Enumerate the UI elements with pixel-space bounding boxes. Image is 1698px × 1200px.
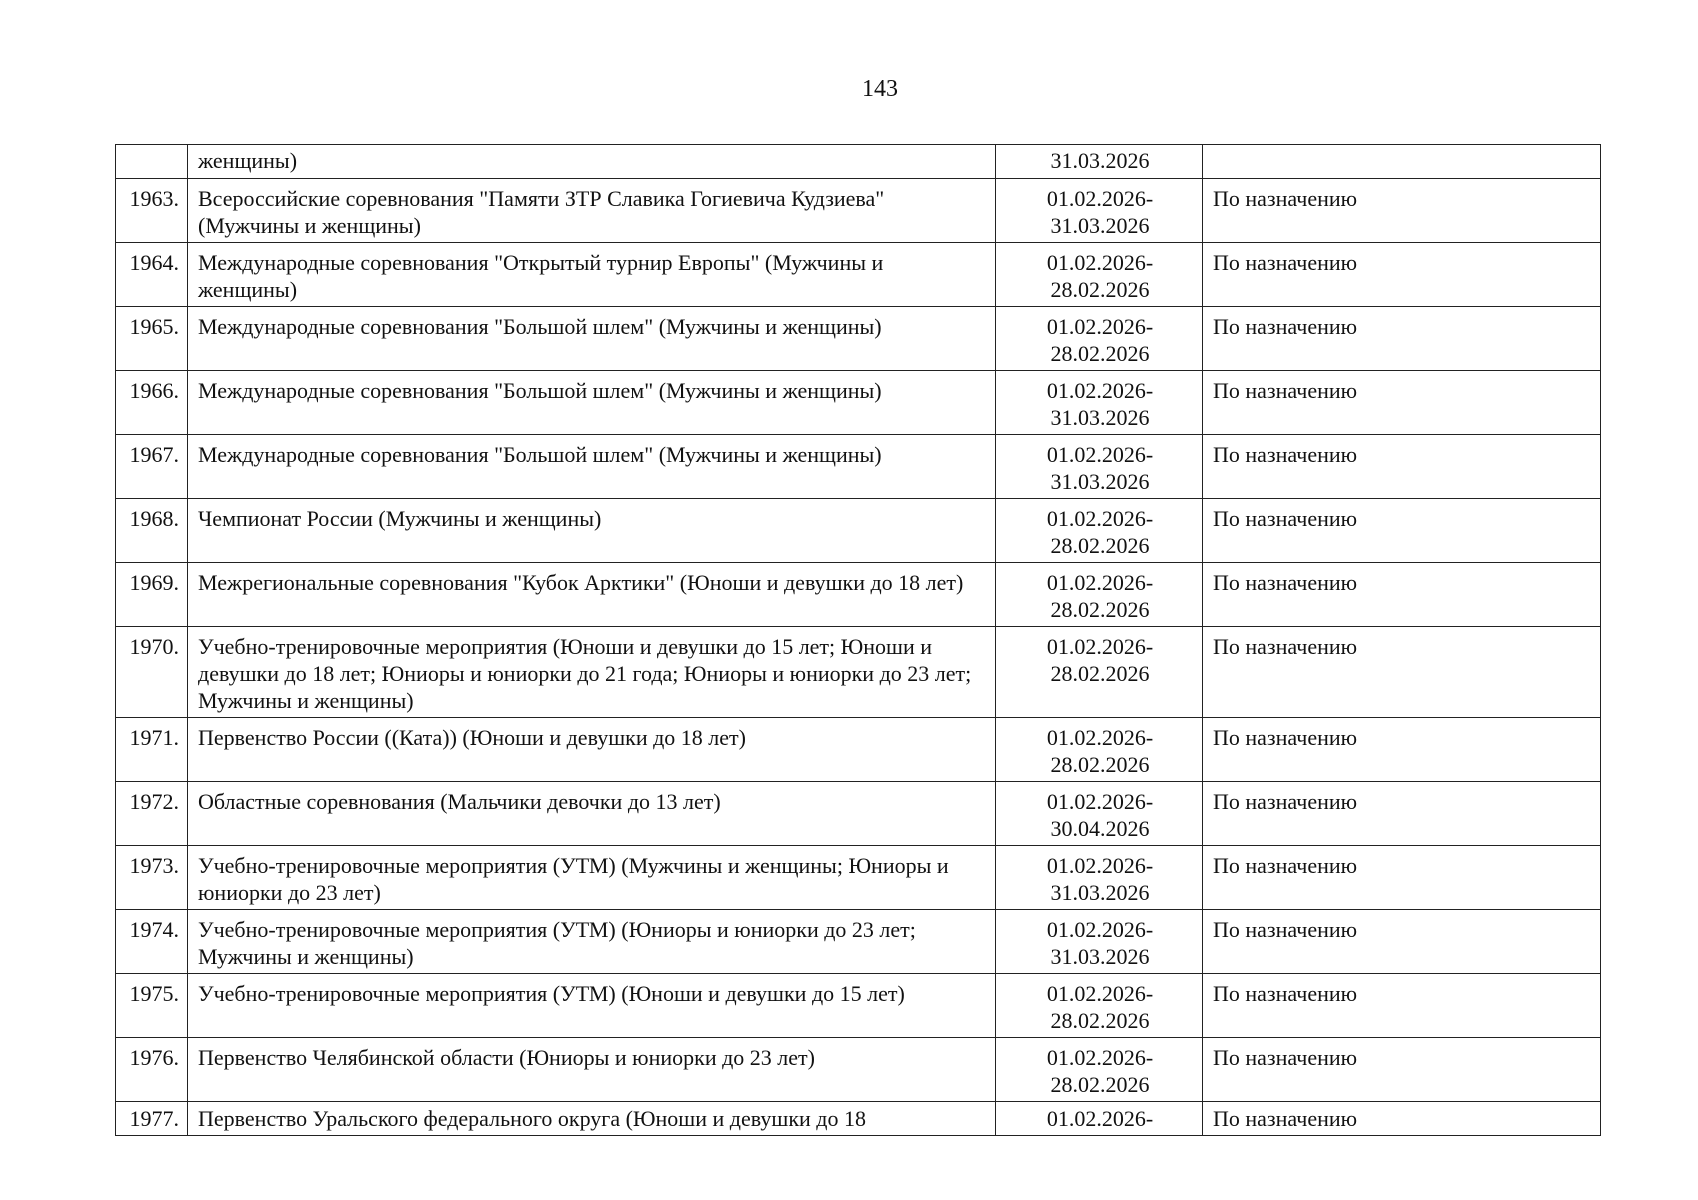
event-dates-cell: 01.02.2026- 28.02.2026 — [996, 627, 1203, 718]
row-number-cell: 1963. — [116, 179, 188, 243]
event-dates-cell: 31.03.2026 — [996, 145, 1203, 179]
event-name-cell: Учебно-тренировочные мероприятия (Юноши и девушки до 15 лет; Юноши и девушки до 18 лет; Юниоры и юниорки до 21 года; Юниоры и юниорки до 23 лет; Мужчины и женщины) — [188, 627, 996, 718]
event-place-cell: По назначению — [1203, 910, 1601, 974]
event-dates-cell: 01.02.2026- 30.04.2026 — [996, 782, 1203, 846]
event-name-cell: женщины) — [188, 145, 996, 179]
events-table — [115, 144, 1601, 1136]
event-place-cell: По назначению — [1203, 1102, 1601, 1136]
event-dates-cell: 01.02.2026- 28.02.2026 — [996, 718, 1203, 782]
row-number-cell: 1971. — [116, 718, 188, 782]
event-place-cell: По назначению — [1203, 179, 1601, 243]
table-row — [116, 718, 1601, 782]
table-row — [116, 563, 1601, 627]
row-number-cell: 1977. — [116, 1102, 188, 1136]
event-name-cell: Первенство Уральского федерального округа (Юноши и девушки до 18 — [188, 1102, 996, 1136]
table-row — [116, 499, 1601, 563]
table-row — [116, 974, 1601, 1038]
event-name-cell: Международные соревнования "Открытый турнир Европы" (Мужчины и женщины) — [188, 243, 996, 307]
event-name-cell: Международные соревнования "Большой шлем" (Мужчины и женщины) — [188, 371, 996, 435]
row-number-cell: 1965. — [116, 307, 188, 371]
event-name-cell: Учебно-тренировочные мероприятия (УТМ) (Юноши и девушки до 15 лет) — [188, 974, 996, 1038]
table-row — [116, 910, 1601, 974]
event-place-cell: По назначению — [1203, 371, 1601, 435]
row-number-cell: 1973. — [116, 846, 188, 910]
event-dates-cell: 01.02.2026- 28.02.2026 — [996, 499, 1203, 563]
row-number-cell: 1967. — [116, 435, 188, 499]
event-dates-cell: 01.02.2026- 28.02.2026 — [996, 974, 1203, 1038]
table-row-continuation — [116, 145, 1601, 179]
table-row — [116, 782, 1601, 846]
table-row — [116, 1038, 1601, 1102]
row-number-cell: 1975. — [116, 974, 188, 1038]
event-place-cell: По назначению — [1203, 563, 1601, 627]
event-place-cell: По назначению — [1203, 307, 1601, 371]
event-name-cell: Всероссийские соревнования "Памяти ЗТР Славика Гогиевича Кудзиева" (Мужчины и женщины) — [188, 179, 996, 243]
table-row — [116, 179, 1601, 243]
event-name-cell: Чемпионат России (Мужчины и женщины) — [188, 499, 996, 563]
event-dates-cell: 01.02.2026- 31.03.2026 — [996, 910, 1203, 974]
row-number-cell: 1972. — [116, 782, 188, 846]
table-row — [116, 243, 1601, 307]
row-number-cell: 1974. — [116, 910, 188, 974]
event-dates-cell: 01.02.2026- 28.02.2026 — [996, 307, 1203, 371]
event-place-cell: По назначению — [1203, 974, 1601, 1038]
event-place-cell: По назначению — [1203, 243, 1601, 307]
event-name-cell: Международные соревнования "Большой шлем" (Мужчины и женщины) — [188, 307, 996, 371]
event-place-cell: По назначению — [1203, 627, 1601, 718]
event-place-cell: По назначению — [1203, 435, 1601, 499]
row-number-cell: 1969. — [116, 563, 188, 627]
event-place-cell: По назначению — [1203, 846, 1601, 910]
table-row — [116, 435, 1601, 499]
page-number: 143 — [862, 76, 898, 102]
event-dates-cell: 01.02.2026- — [996, 1102, 1203, 1136]
event-name-cell: Первенство России ((Ката)) (Юноши и девушки до 18 лет) — [188, 718, 996, 782]
event-dates-cell: 01.02.2026- 31.03.2026 — [996, 846, 1203, 910]
event-dates-cell: 01.02.2026- 28.02.2026 — [996, 1038, 1203, 1102]
event-place-cell: По назначению — [1203, 1038, 1601, 1102]
event-name-cell: Областные соревнования (Мальчики девочки до 13 лет) — [188, 782, 996, 846]
event-place-cell: По назначению — [1203, 499, 1601, 563]
table-row — [116, 307, 1601, 371]
event-dates-cell: 01.02.2026- 31.03.2026 — [996, 435, 1203, 499]
row-number-cell: 1970. — [116, 627, 188, 718]
table-row — [116, 627, 1601, 718]
event-place-cell: По назначению — [1203, 718, 1601, 782]
table-row — [116, 1102, 1601, 1136]
event-name-cell: Межрегиональные соревнования "Кубок Арктики" (Юноши и девушки до 18 лет) — [188, 563, 996, 627]
row-number-cell: 1964. — [116, 243, 188, 307]
event-dates-cell: 01.02.2026- 28.02.2026 — [996, 563, 1203, 627]
table-row — [116, 371, 1601, 435]
event-name-cell: Международные соревнования "Большой шлем" (Мужчины и женщины) — [188, 435, 996, 499]
event-name-cell: Учебно-тренировочные мероприятия (УТМ) (Юниоры и юниорки до 23 лет; Мужчины и женщины) — [188, 910, 996, 974]
table-row — [116, 846, 1601, 910]
event-dates-cell: 01.02.2026- 31.03.2026 — [996, 371, 1203, 435]
row-number-cell — [116, 145, 188, 179]
event-name-cell: Учебно-тренировочные мероприятия (УТМ) (Мужчины и женщины; Юниоры и юниорки до 23 лет) — [188, 846, 996, 910]
event-name-cell: Первенство Челябинской области (Юниоры и юниорки до 23 лет) — [188, 1038, 996, 1102]
event-place-cell — [1203, 145, 1601, 179]
event-dates-cell: 01.02.2026- 28.02.2026 — [996, 243, 1203, 307]
event-dates-cell: 01.02.2026- 31.03.2026 — [996, 179, 1203, 243]
row-number-cell: 1966. — [116, 371, 188, 435]
row-number-cell: 1976. — [116, 1038, 188, 1102]
event-place-cell: По назначению — [1203, 782, 1601, 846]
row-number-cell: 1968. — [116, 499, 188, 563]
